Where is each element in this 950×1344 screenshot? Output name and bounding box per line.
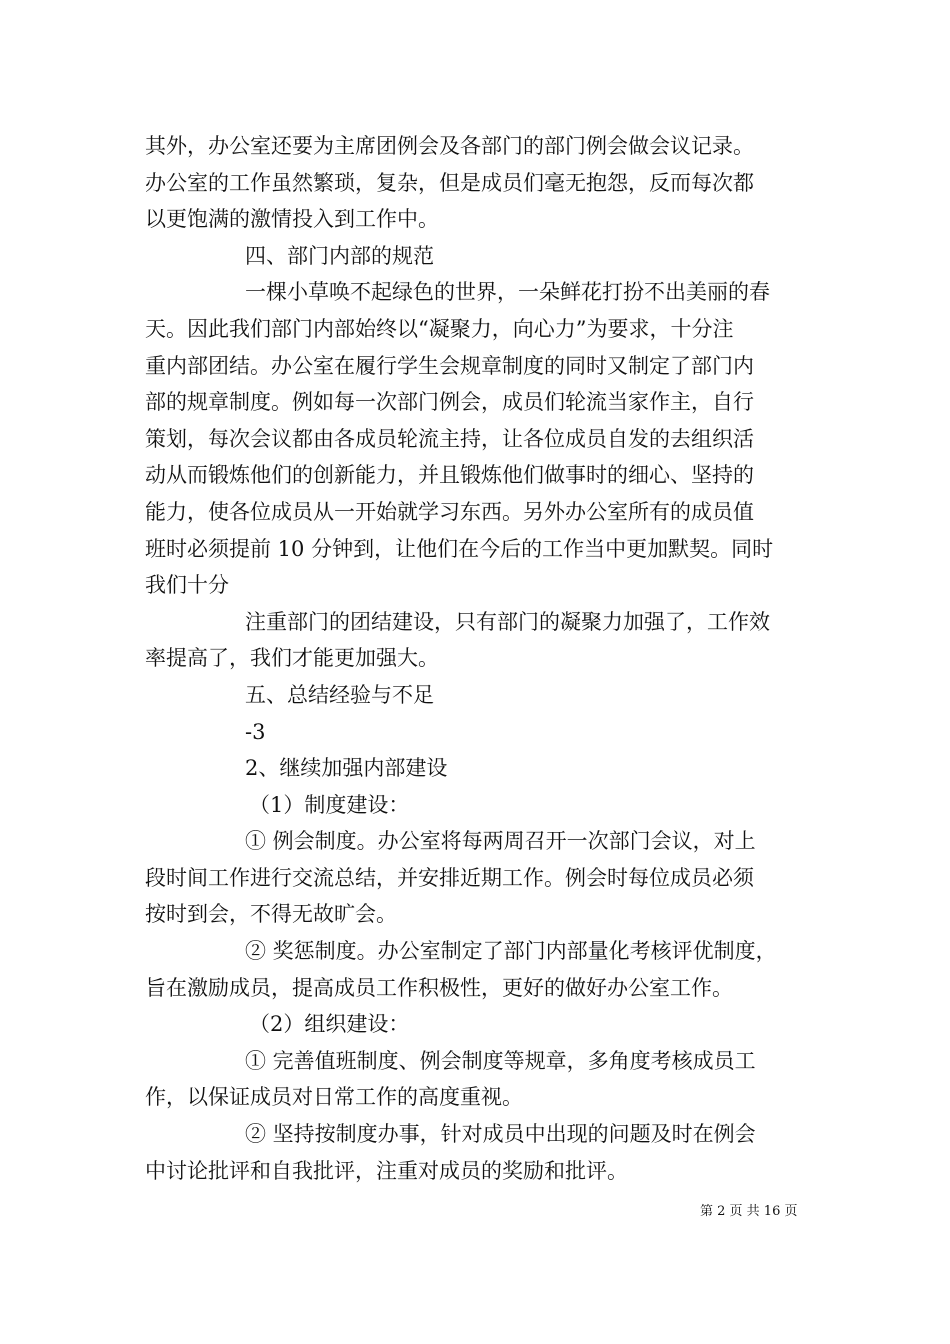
section-heading: 五、总结经验与不足 <box>245 682 434 707</box>
text-line: 段时间工作进行交流总结，并安排近期工作。例会时每位成员必须 <box>145 865 754 890</box>
text-line: 能力，使各位成员从一开始就学习东西。另外办公室所有的成员值 <box>145 499 754 524</box>
text-line: 我们十分 <box>145 573 229 598</box>
text-line: 其外，办公室还要为主席团例会及各部门的部门例会做会议记录。 <box>145 134 754 158</box>
text-line: 班时必须提前 10 分钟到，让他们在今后的工作当中更加默契。同时 <box>145 536 774 561</box>
text-line: 一棵小草唤不起绿色的世界，一朵鲜花打扮不出美丽的春 <box>245 280 770 305</box>
text-line: ② 坚持按制度办事，针对成员中出现的问题及时在例会 <box>245 1122 756 1147</box>
text-line: 办公室的工作虽然繁琐，复杂，但是成员们毫无抱怨，反而每次都 <box>145 170 754 195</box>
text-line: 率提高了，我们才能更加强大。 <box>145 646 439 671</box>
text-line: 按时到会，不得无故旷会。 <box>145 902 397 927</box>
text-line: 策划，每次会议都由各成员轮流主持，让各位成员自发的去组织活 <box>145 426 754 451</box>
text-line: 中讨论批评和自我批评，注重对成员的奖励和批评。 <box>145 1158 628 1183</box>
page-number-footer: 第 2 页 共 16 页 <box>700 1204 798 1219</box>
subsection-heading: （1）制度建设： <box>249 792 410 817</box>
text-line: 重内部团结。办公室在履行学生会规章制度的同时又制定了部门内 <box>145 353 754 378</box>
page-marker: -3 <box>245 719 266 744</box>
text-line: 以更饱满的激情投入到工作中。 <box>145 207 439 232</box>
text-line: 天。因此我们部门内部始终以“凝聚力，向心力”为要求，十分注 <box>145 316 734 341</box>
text-line: 作，以保证成员对日常工作的高度重视。 <box>145 1085 523 1110</box>
document-body <box>145 128 815 1189</box>
text-line: ② 奖惩制度。办公室制定了部门内部量化考核评优制度， <box>245 939 777 964</box>
text-line: 动从而锻炼他们的创新能力，并且锻炼他们做事时的细心、坚持的 <box>145 463 754 488</box>
text-line: ① 完善值班制度、例会制度等规章，多角度考核成员工 <box>245 1048 756 1073</box>
section-heading: 2、继续加强内部建设 <box>245 756 448 781</box>
section-heading: 四、部门内部的规范 <box>245 243 434 268</box>
text-line: 部的规章制度。例如每一次部门例会，成员们轮流当家作主，自行 <box>145 390 754 415</box>
text-line: 注重部门的团结建设，只有部门的凝聚力加强了，工作效 <box>245 609 770 634</box>
text-line: ① 例会制度。办公室将每两周召开一次部门会议，对上 <box>245 829 756 854</box>
subsection-heading: （2）组织建设： <box>249 1012 410 1037</box>
text-line: 旨在激励成员，提高成员工作积极性，更好的做好办公室工作。 <box>145 975 733 1000</box>
